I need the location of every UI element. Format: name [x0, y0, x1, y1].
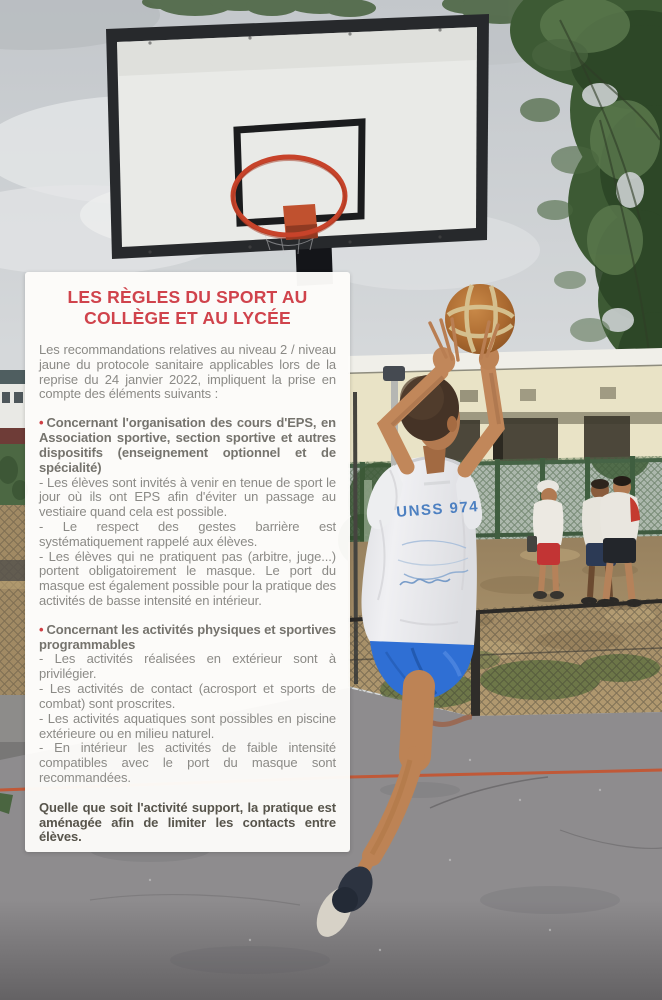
rule-item: - Les élèves sont invités à venir en tenue de sport le jour où ils ont EPS afin d'éviter un passage au vestiaire quand cela est possible. — [39, 474, 336, 520]
rule-item: - Les élèves qui ne pratiquent pas (arbitre, juge...) portent obligatoirement le masque. Le port du masque est également possible pour la pratique des activités de basse intensité en intérieur. — [39, 548, 336, 608]
rule-item: - Les activités réalisées en extérieur sont à privilégier. — [39, 651, 336, 682]
rule-item: - Les activités aquatiques sont possibles en piscine extérieure ou en milieu naturel. — [39, 710, 336, 741]
section-activites-programmables — [39, 623, 336, 786]
shirt-text: UNSS 974 — [395, 498, 480, 521]
rules-card — [25, 272, 350, 852]
section-heading — [39, 623, 336, 653]
section-heading — [39, 416, 336, 475]
section-heading-text: Concernant l'organisation des cours d'EPS, en Association sportive, section sportive et autres dispositifs (enseignement optionnel et de spécialité) — [39, 415, 336, 475]
card-title — [43, 287, 332, 329]
player-ear — [447, 416, 457, 432]
card-closing: Quelle que soit l'activité support, la pratique est aménagée afin de limiter les contacts entre élèves. — [39, 799, 336, 845]
bullet-icon: • — [39, 415, 44, 431]
card-title-line2: COLLÈGE ET AU LYCÉE — [84, 308, 291, 328]
rule-item: - En intérieur les activités de faible intensité compatibles avec le port du masque sont recommandées. — [39, 740, 336, 785]
left-background-strip — [0, 370, 28, 764]
section-heading-text: Concernant les activités physiques et sportives programmables — [39, 621, 336, 652]
card-title-line1: LES RÈGLES DU SPORT AU — [67, 287, 308, 307]
section-eps-organisation — [39, 416, 336, 609]
rule-item: - Les activités de contact (acrosport et sports de combat) sont proscrites. — [39, 681, 336, 711]
rule-item: - Le respect des gestes barrière est systématiquement rappelé aux élèves. — [39, 518, 336, 549]
bullet-icon: • — [39, 621, 44, 637]
card-intro: Les recommandations relatives au niveau 2 / niveau jaune du protocole sanitaire applicables lors de la reprise du 24 janvier 2022, impliquent la prise en compte des éléments suivants : — [39, 342, 336, 402]
